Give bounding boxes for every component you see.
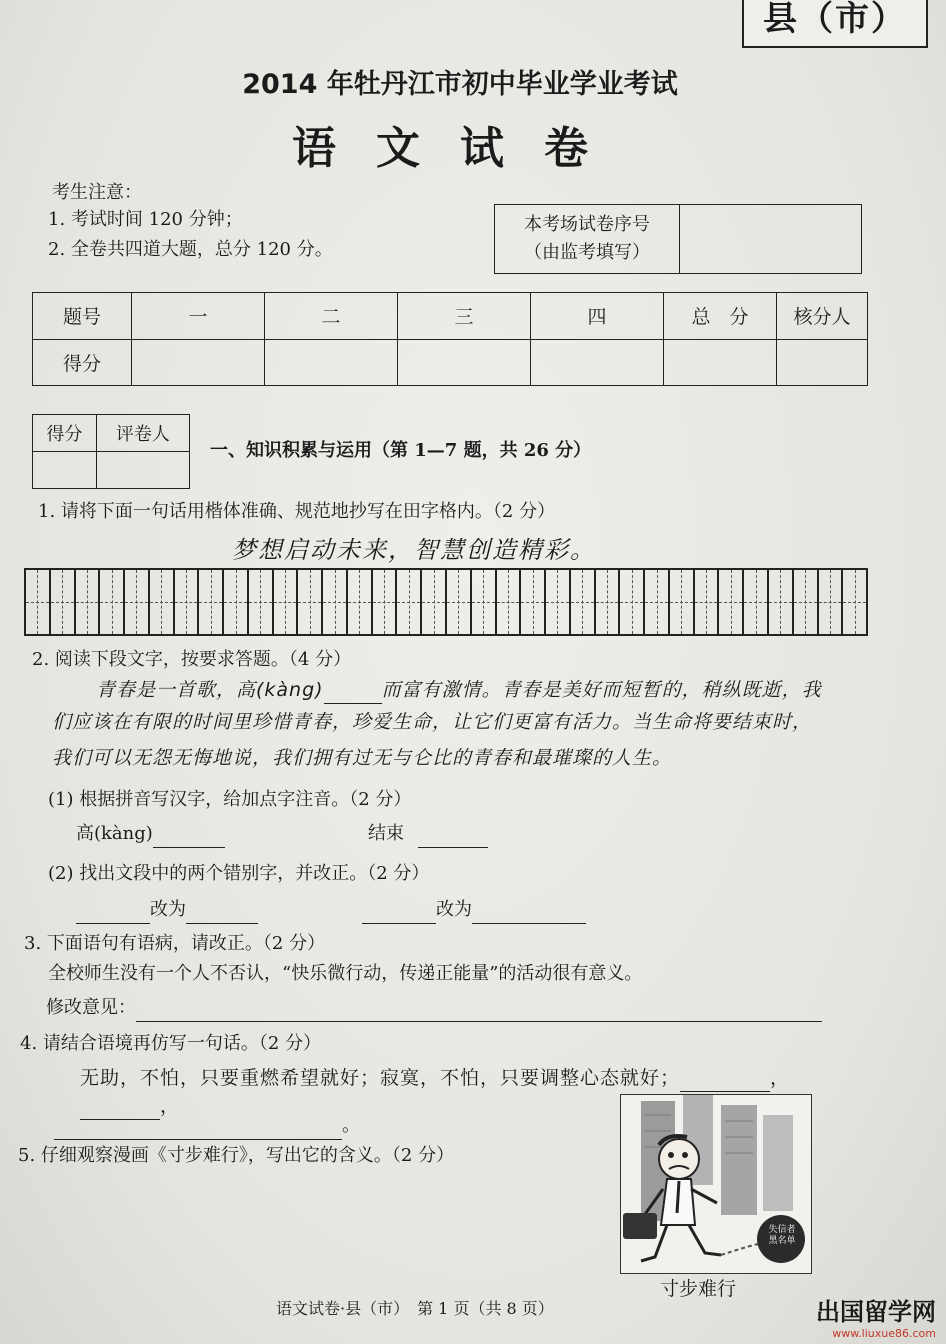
- score-cell: [664, 339, 777, 386]
- notice-heading: 考生注意：: [52, 182, 142, 203]
- question-1: 1. 请将下面一句话用楷体准确、规范地抄写在田字格内。（2 分）: [38, 501, 556, 522]
- exam-title: 2014 年牡丹江市初中毕业学业考试: [242, 69, 678, 100]
- score-cell: [33, 452, 97, 489]
- cartoon-caption: 寸步难行: [660, 1278, 737, 1300]
- question-3-sentence: 全校师生没有一个人不否认，“快乐微行动，传递正能量”的活动很有意义。: [48, 963, 643, 984]
- answer-blank[interactable]: [472, 901, 586, 924]
- section-heading: 一、知识积累与运用（第 1—7 题，共 26 分）: [210, 440, 592, 461]
- table-header: 核分人: [777, 293, 868, 340]
- answer-blank[interactable]: [186, 901, 258, 924]
- sub-question: (1) 根据拼音写汉字，给加点字注音。（2 分）: [48, 789, 412, 810]
- question-3: 3. 下面语句有语病，请改正。（2 分）: [24, 933, 326, 954]
- answer-blank[interactable]: [680, 1069, 770, 1092]
- table-header: 二: [265, 293, 398, 340]
- answer-blank[interactable]: [153, 825, 225, 848]
- watermark-logo: 出国留学网 www.liuxue86.com: [816, 1298, 936, 1340]
- answer-blank[interactable]: [362, 901, 436, 924]
- paper-title: 语文试卷: [292, 123, 628, 174]
- answer-blank[interactable]: [76, 901, 150, 924]
- score-table: [32, 292, 868, 386]
- pinyin-blank[interactable]: [324, 681, 382, 704]
- answer-line: 高(kàng): [76, 820, 225, 848]
- score-cell: [777, 339, 868, 386]
- score-cell: [531, 339, 664, 386]
- table-row: [33, 293, 868, 340]
- passage-line: 青春是一首歌，高(kàng) 而富有激情。青春是美好而短暂的，稍纵既逝，我: [96, 676, 866, 704]
- grader-table: [32, 414, 190, 489]
- question-2: 2. 阅读下段文字，按要求答题。（4 分）: [32, 649, 352, 670]
- county-box: 县（市）: [742, 0, 928, 48]
- ball-label: 失信者 黑名单: [768, 1225, 796, 1246]
- score-cell: [398, 339, 531, 386]
- table-header: 得分: [33, 415, 97, 452]
- answer-blank[interactable]: [418, 825, 488, 848]
- copy-sentence: 梦想启动未来，智慧创造精彩。: [232, 536, 596, 564]
- answer-line: 改为: [76, 896, 258, 924]
- table-row: [33, 339, 868, 386]
- question-5: 5. 仔细观察漫画《寸步难行》，写出它的含义。（2 分）: [18, 1145, 455, 1166]
- answer-blank[interactable]: [136, 999, 822, 1022]
- score-cell: [132, 339, 265, 386]
- seat-number-label: 本考场试卷序号 （由监考填写）: [524, 214, 650, 263]
- sub-question: (2) 找出文段中的两个错别字，并改正。（2 分）: [48, 863, 430, 884]
- answer-line: 改为: [362, 896, 586, 924]
- cartoon-image: [620, 1094, 812, 1274]
- table-header: 四: [531, 293, 664, 340]
- table-header: 题号: [33, 293, 132, 340]
- answer-blank[interactable]: [54, 1117, 342, 1140]
- answer-line: 修改意见：: [46, 994, 822, 1022]
- notice-item: 1. 考试时间 120 分钟；: [48, 209, 243, 230]
- passage-line: 们应该在有限的时间里珍惜青春，珍爱生命，让它们更富有活力。当生命将要结束时，: [52, 711, 813, 733]
- score-cell: [265, 339, 398, 386]
- table-row-label: 得分: [33, 339, 132, 386]
- question-4-sentence: 无助，不怕，只要重燃希望就好；寂寞，不怕，只要调整心态就好； ，，: [80, 1064, 870, 1120]
- table-header: 三: [398, 293, 531, 340]
- page-footer: 语文试卷·县（市） 第 1 页（共 8 页）: [276, 1299, 554, 1318]
- writing-grid[interactable]: [24, 568, 868, 636]
- seat-number-box: [494, 204, 862, 274]
- table-header: 总 分: [664, 293, 777, 340]
- answer-line: 。: [54, 1112, 360, 1140]
- notice-item: 2. 全卷共四道大题，总分 120 分。: [48, 239, 333, 260]
- score-cell: [96, 452, 189, 489]
- table-header: 评卷人: [96, 415, 189, 452]
- question-4: 4. 请结合语境再仿写一句话。（2 分）: [20, 1033, 322, 1054]
- passage-line: 我们可以无怨无悔地说，我们拥有过无与仑比的青春和最璀璨的人生。: [52, 747, 673, 769]
- table-header: 一: [132, 293, 265, 340]
- answer-line: 结束: [368, 820, 488, 848]
